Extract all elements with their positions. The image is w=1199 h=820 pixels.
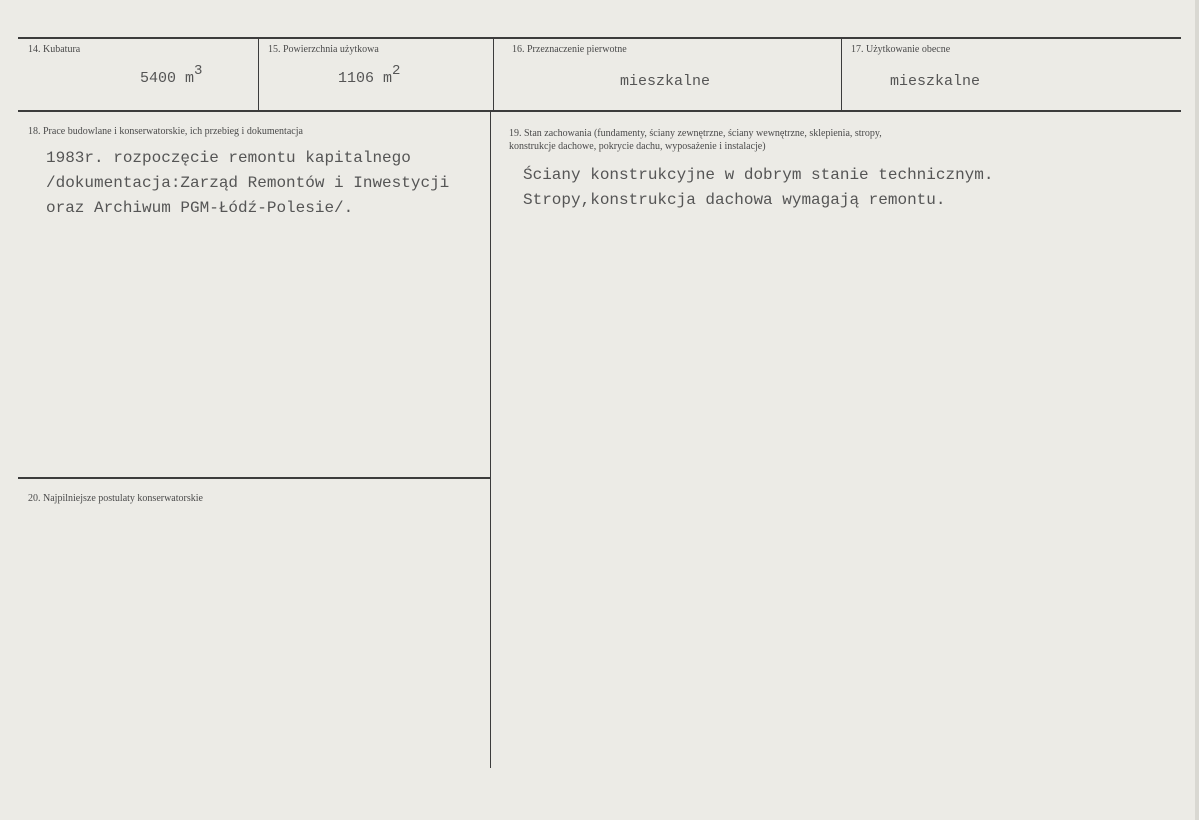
field-19-line-1: Ściany konstrukcyjne w dobrym stanie technicznym. [523, 166, 994, 184]
field-15-number: 1106 m [338, 70, 393, 87]
top-rule [18, 37, 1181, 39]
field-18-line-2: /dokumentacja:Zarząd Remontów i Inwestycji [46, 174, 450, 192]
field-18-line-3: oraz Archiwum PGM-Łódź-Polesie/. [46, 199, 354, 217]
center-vertical-divider [490, 112, 491, 768]
field-15-value [338, 63, 401, 87]
field-19-line-2: Stropy,konstrukcja dachowa wymagają remontu. [523, 191, 946, 209]
field-15-label: 15. Powierzchnia użytkowa [268, 44, 379, 55]
row1-bottom-rule [18, 110, 1181, 112]
field-20-label: 20. Najpilniejsze postulaty konserwatorskie [28, 493, 203, 504]
field-14-label: 14. Kubatura [28, 44, 81, 55]
field-19-label-line-2: konstrukcje dachowe, pokrycie dachu, wyposażenie i instalacje) [509, 141, 766, 152]
field-14-superscript: 3 [194, 63, 203, 79]
field-14-number: 5400 m [140, 70, 195, 87]
field-15-superscript: 2 [392, 63, 401, 79]
field-16-value: mieszkalne [620, 73, 711, 90]
divider-14-15 [258, 38, 259, 111]
field-17-label: 17. Użytkowanie obecne [851, 44, 951, 55]
field-17-value: mieszkalne [890, 73, 981, 90]
field-18-line-1: 1983r. rozpoczęcie remontu kapitalnego [46, 149, 411, 167]
card-edge [1195, 0, 1199, 820]
field-18-label: 18. Prace budowlane i konserwatorskie, ich przebieg i dokumentacja [28, 126, 303, 137]
left-col-divider-rule [18, 477, 490, 479]
field-16-label: 16. Przeznaczenie pierwotne [512, 44, 627, 55]
divider-16-17 [841, 38, 842, 111]
field-14-value [140, 63, 203, 87]
field-19-label-line-1: 19. Stan zachowania (fundamenty, ściany zewnętrzne, ściany wewnętrzne, sklepienia, stropy, [509, 128, 882, 139]
divider-15-16 [493, 38, 494, 111]
